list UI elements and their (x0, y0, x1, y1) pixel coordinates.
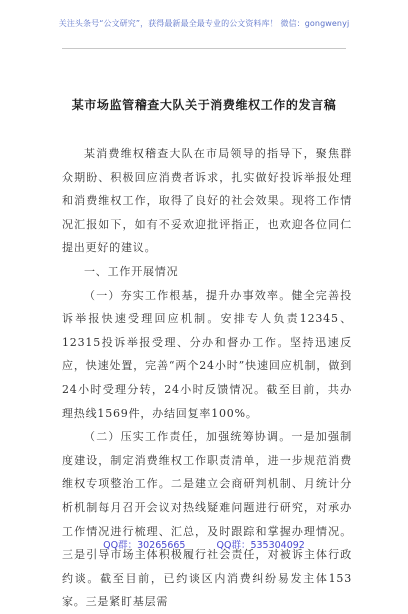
page-footer (0, 537, 408, 551)
qq-group-1: QQ群：30265665 (103, 540, 186, 551)
document-title: 某市场监管稽查大队关于消费维权工作的发言稿 (71, 98, 337, 112)
body-paragraph: （一）夯实工作根基，提升办事效率。健全完善投诉举报快速受理回应机制。安排专人负责12345、12315投诉举报受理、分办和督办工作。坚持迅速反应，快速处置，完善“两个24小时”快速回应机制，做到24小时受理分转，24小时反馈情况。截至目前，共办理热线1569件，办结回复率100%。 (62, 288, 352, 420)
intro-paragraph: 某消费维权稽查大队在市局领导的指导下，聚焦群众期盼、积极回应消费者诉求，扎实做好投诉举报处理和消费维权工作，取得了良好的社会效果。现将工作情况汇报如下，如有不妥欢迎批评指正，也欢迎各位同仁提出更好的建议。 (62, 147, 352, 255)
qq-group-2: QQ群：535304092 (216, 540, 305, 551)
header-notice: 关注头条号“公文研究”，获得最新最全最专业的公文资料库！ 微信：gongwenyj (58, 19, 350, 28)
page-header (0, 0, 408, 62)
header-divider (62, 48, 346, 49)
section-heading: 一、工作开展情况 (84, 264, 179, 278)
body-paragraph: （二）压实工作责任，加强统筹协调。一是加强制度建设，制定消费维权工作职责清单，进一步规范消费维权专项整治工作。二是建立会商研判机制、月统计分析机制每月召开会议对热线疑难问题进行研究，对承办工作情况进行梳理、汇总，及时跟踪和掌握办理情况。三是引导市场主体积极履行社会责任，对被诉主体行政约谈。截至目前，已约谈区内消费纠纷易发主体153家。三是紧盯基层需 (62, 430, 352, 609)
